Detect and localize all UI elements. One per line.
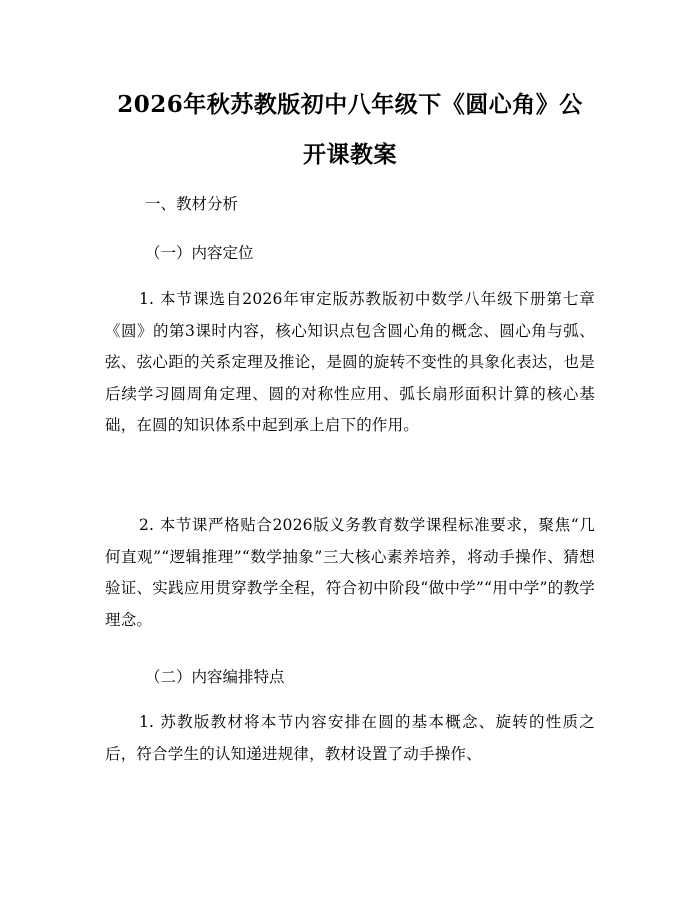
title-line-1: 2026年秋苏教版初中八年级下《圆心角》公 [117,91,583,118]
subsection-heading-content-arrangement: （二）内容编排特点 [145,668,285,686]
paragraph-2: 2. 本节课严格贴合2026版义务教育数学课程标准要求，聚焦“几何直观”“逻辑推理”“数学抽象”三大核心素养培养，将动手操作、猜想验证、实践应用贯穿教学全程，符合初中阶段“做中学”“用中学”的教学理念。 [105,516,595,629]
subsection-heading-content-position: （一）内容定位 [145,244,254,262]
section-heading-textbook-analysis: 一、教材分析 [145,195,239,213]
paragraph-3: 1. 苏教版教材将本节内容安排在圆的基本概念、旋转的性质之后，符合学生的认知递进规律，教材设置了动手操作、 [105,713,595,763]
paragraph-1: 1. 本节课选自2026年审定版苏教版初中数学八年级下册第七章《圆》的第3课时内容，核心知识点包含圆心角的概念、圆心角与弧、弦、弦心距的关系定理及推论，是圆的旋转不变性的具象化表达，也是后续学习圆周角定理、圆的对称性应用、弧长扇形面积计算的核心基础，在圆的知识体系中起到承上启下的作用。 [105,290,595,434]
title-line-2: 开课教案 [303,141,397,168]
document-title [105,80,595,180]
